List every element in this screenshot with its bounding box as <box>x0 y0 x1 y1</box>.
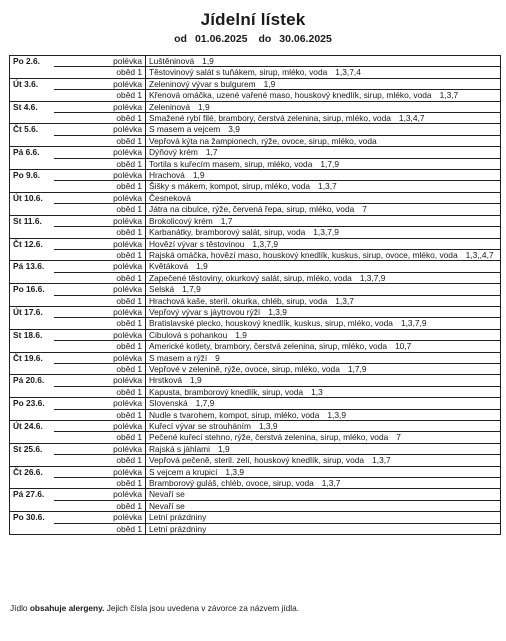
allergen-codes: 1,3,,4,7 <box>465 249 494 260</box>
allergen-codes: 1,3,7 <box>372 455 391 466</box>
dish-name: Hrachová kaše, steril. okurka, chléb, sirup, voda <box>149 295 328 306</box>
meal-type: oběd 1 <box>54 181 146 192</box>
dish-cell <box>146 249 501 260</box>
allergen-codes: 10,7 <box>395 341 412 352</box>
period-to: 30.06.2025 <box>279 33 332 45</box>
meal-type: polévka <box>54 56 146 67</box>
dish-name: Nevaří se <box>149 489 185 500</box>
menu-row-soup <box>10 238 501 249</box>
allergen-codes: 1,7 <box>205 147 218 158</box>
dish-name: Kuřecí vývar se strouháním <box>149 421 251 431</box>
dish-name: S masem a vejcem <box>149 124 221 135</box>
allergen-codes: 7 <box>396 432 401 443</box>
dish-cell <box>146 181 501 192</box>
menu-row-soup <box>10 512 501 523</box>
menu-row-soup <box>10 398 501 409</box>
menu-row-soup <box>10 261 501 272</box>
dish-name: Vepřová kýta na žampionech, rýže, ovoce, sirup, mléko, voda <box>149 135 377 146</box>
allergen-codes: 1,9 <box>235 329 247 340</box>
menu-row-soup <box>10 306 501 317</box>
dish-cell <box>146 272 501 283</box>
dish-cell <box>146 78 501 89</box>
meal-type: oběd 1 <box>54 523 146 534</box>
day-label: Pá 13.6. <box>10 261 55 284</box>
allergen-codes: 1,7,9 <box>195 398 215 409</box>
dish-name: Bratislavské plecko, houskový knedlík, kuskus, sirup, mléko, voda <box>149 318 393 329</box>
dish-name: Cibulová s pohankou <box>149 329 228 340</box>
allergen-codes: 1,7,9 <box>320 158 340 169</box>
dish-name: Česneková <box>149 192 191 203</box>
day-label: Pá 20.6. <box>10 375 55 398</box>
dish-name: Selská <box>149 284 175 295</box>
menu-row-lunch <box>10 409 501 420</box>
dish-cell <box>146 227 501 238</box>
period-to-label: do <box>258 33 272 45</box>
meal-type: polévka <box>54 306 146 317</box>
meal-type: polévka <box>54 192 146 203</box>
dish-cell <box>146 124 501 135</box>
meal-type: polévka <box>54 284 146 295</box>
dish-name: Játra na cibulce, rýže, červená řepa, sirup, mléko, voda <box>149 204 355 215</box>
period-from: 01.06.2025 <box>194 33 248 45</box>
menu-table-body <box>10 56 501 535</box>
menu-row-soup <box>10 170 501 181</box>
day-label: Pá 27.6. <box>10 489 55 512</box>
allergen-codes: 3,9 <box>228 124 240 135</box>
meal-type: polévka <box>54 352 146 363</box>
menu-row-lunch <box>10 181 501 192</box>
day-label: Čt 12.6. <box>10 238 55 261</box>
meal-type: oběd 1 <box>54 432 146 443</box>
dish-cell <box>146 386 501 397</box>
menu-row-soup <box>10 124 501 135</box>
meal-type: oběd 1 <box>54 341 146 352</box>
meal-type: oběd 1 <box>54 90 146 101</box>
menu-row-soup <box>10 489 501 500</box>
dish-cell <box>146 318 501 329</box>
allergen-codes: 1,9 <box>196 261 208 272</box>
dish-cell <box>146 363 501 374</box>
allergen-codes: 1,3,7,9 <box>400 318 427 329</box>
allergen-note-prefix: Jídlo <box>10 603 28 613</box>
menu-row-lunch <box>10 67 501 78</box>
allergen-codes: 1,3,4,7 <box>398 113 425 124</box>
dish-cell <box>146 455 501 466</box>
dish-cell <box>146 375 501 386</box>
dish-name: Rajská s jáhlami <box>149 443 210 454</box>
dish-name: Vepřové v zelenině, rýže, ovoce, sirup, mléko, voda <box>149 363 340 374</box>
allergen-codes: 1,3,7 <box>439 90 459 101</box>
allergen-codes: 1,3,7 <box>321 478 341 489</box>
meal-type: oběd 1 <box>54 113 146 124</box>
dish-cell <box>146 261 501 272</box>
meal-type: polévka <box>54 466 146 477</box>
dish-cell <box>146 352 501 363</box>
menu-table <box>9 55 501 535</box>
dish-name: Americké kotlety, brambory, čerstvá zelenina, sirup, mléko, voda <box>149 341 388 352</box>
allergen-codes: 7 <box>362 204 367 215</box>
menu-row-lunch <box>10 227 501 238</box>
allergen-codes: 1,9 <box>197 101 210 112</box>
dish-name: Kapusta, bramborový knedlík, sirup, voda <box>149 386 304 397</box>
menu-row-soup <box>10 352 501 363</box>
allergen-codes: 1,9 <box>192 170 205 181</box>
meal-type: oběd 1 <box>54 135 146 146</box>
menu-row-lunch <box>10 341 501 352</box>
dish-name: Tortila s kuřecím masem, sirup, mléko, voda <box>149 158 313 169</box>
meal-type: oběd 1 <box>54 409 146 420</box>
page-title: Jídelní lístek <box>200 10 306 29</box>
menu-row-soup <box>10 443 501 454</box>
dish-name: Zeleninová <box>149 101 190 112</box>
dish-cell <box>146 90 501 101</box>
menu-row-lunch <box>10 158 501 169</box>
day-label: Út 3.6. <box>10 78 55 101</box>
meal-type: polévka <box>54 215 146 226</box>
menu-row-soup <box>10 147 501 158</box>
dish-cell <box>146 158 501 169</box>
meal-type: oběd 1 <box>54 249 146 260</box>
day-label: St 25.6. <box>10 443 55 466</box>
day-label: Čt 26.6. <box>10 466 55 489</box>
menu-row-lunch <box>10 295 501 306</box>
allergen-note-bold: obsahuje alergeny. <box>29 603 105 613</box>
meal-type: polévka <box>54 512 146 523</box>
dish-cell <box>146 398 501 409</box>
allergen-codes: 1,9 <box>190 375 202 386</box>
meal-type: polévka <box>54 238 146 249</box>
meal-type: polévka <box>54 101 146 112</box>
dish-name: Nudle s tvarohem, kompot, sirup, mléko, voda <box>149 409 320 420</box>
dish-cell <box>146 432 501 443</box>
allergen-codes: 1,9 <box>202 56 214 66</box>
menu-row-lunch <box>10 455 501 466</box>
dish-cell <box>146 421 501 432</box>
dish-cell <box>146 466 501 477</box>
dish-name: Hovězí vývar s těstovinou <box>149 238 245 249</box>
dish-cell <box>146 147 501 158</box>
day-label: Čt 5.6. <box>10 124 55 147</box>
date-range <box>0 33 506 45</box>
dish-name: Hrachová <box>149 170 185 181</box>
dish-cell <box>146 56 501 67</box>
menu-row-soup <box>10 466 501 477</box>
dish-cell <box>146 238 501 249</box>
allergen-codes: 1,3,7,9 <box>359 272 386 283</box>
dish-name: Bramborový guláš, chléb, ovoce, sirup, voda <box>149 478 314 489</box>
allergen-codes: 1,3,9 <box>268 306 287 317</box>
dish-cell <box>146 135 501 146</box>
dish-name: Letní prázdniny <box>149 512 207 523</box>
dish-name: Smažené rybí filé, brambory, čerstvá zelenina, sirup, mléko, voda <box>149 113 391 124</box>
dish-name: Pečené kuřecí stehno, rýže, čerstvá zelenina, sirup, mléko, voda <box>149 432 389 443</box>
menu-row-soup <box>10 375 501 386</box>
menu-row-lunch <box>10 135 501 146</box>
dish-cell <box>146 170 501 181</box>
menu-row-soup <box>10 284 501 295</box>
day-label: Po 30.6. <box>10 512 55 535</box>
allergen-codes: 1,7,9 <box>182 284 201 295</box>
allergen-codes: 1,3,9 <box>258 421 278 431</box>
menu-row-soup <box>10 56 501 67</box>
dish-cell <box>146 192 501 203</box>
allergen-codes: 1,3,7 <box>335 295 354 306</box>
dish-name: Zapečené těstoviny, okurkový salát, sirup, mléko, voda <box>149 272 352 283</box>
dish-cell <box>146 101 501 112</box>
allergen-codes: 1,9 <box>263 78 276 89</box>
menu-row-soup <box>10 192 501 203</box>
menu-row-lunch <box>10 272 501 283</box>
meal-type: oběd 1 <box>54 67 146 78</box>
day-label: Čt 19.6. <box>10 352 55 375</box>
dish-cell <box>146 478 501 489</box>
day-label: St 18.6. <box>10 329 55 352</box>
day-label: Pá 6.6. <box>10 147 55 170</box>
meal-type: polévka <box>54 489 146 500</box>
allergen-note-suffix: Jejich čísla jsou uvedena v závorce za názvem jídla. <box>106 603 300 613</box>
day-label: Út 17.6. <box>10 306 55 329</box>
menu-row-lunch <box>10 113 501 124</box>
dish-name: Šišky s mákem, kompot, sirup, mléko, voda <box>149 181 311 192</box>
menu-row-soup <box>10 215 501 226</box>
menu-row-lunch <box>10 386 501 397</box>
dish-name: Zeleninový vývar s bulgurem <box>149 78 256 89</box>
dish-name: Vepřový vývar s jáytrovou rýží <box>149 306 261 317</box>
dish-cell <box>146 500 501 511</box>
dish-cell <box>146 295 501 306</box>
meal-type: polévka <box>54 78 146 89</box>
day-label: Po 9.6. <box>10 170 55 193</box>
dish-name: Slovenská <box>149 398 188 409</box>
meal-type: oběd 1 <box>54 158 146 169</box>
dish-name: S masem a rýží <box>149 352 208 363</box>
dish-name: Dýňový krém <box>149 147 198 158</box>
menu-row-lunch <box>10 204 501 215</box>
meal-type: oběd 1 <box>54 295 146 306</box>
meal-type: polévka <box>54 398 146 409</box>
menu-row-lunch <box>10 90 501 101</box>
meal-type: oběd 1 <box>54 455 146 466</box>
dish-name: Luštěninová <box>149 56 195 66</box>
dish-cell <box>146 113 501 124</box>
dish-cell <box>146 306 501 317</box>
allergen-codes: 9 <box>215 352 220 363</box>
dish-name: Brokolicový krém <box>149 215 213 226</box>
meal-type: polévka <box>54 421 146 432</box>
dish-cell <box>146 489 501 500</box>
dish-cell <box>146 329 501 340</box>
dish-cell <box>146 204 501 215</box>
meal-type: oběd 1 <box>54 227 146 238</box>
meal-type: oběd 1 <box>54 386 146 397</box>
allergen-codes: 1,7,9 <box>347 363 367 374</box>
allergen-note <box>10 603 299 613</box>
allergen-codes: 1,3 <box>311 386 323 397</box>
day-label: St 11.6. <box>10 215 55 238</box>
menu-row-lunch <box>10 500 501 511</box>
dish-cell <box>146 523 501 534</box>
day-label: Út 24.6. <box>10 421 55 444</box>
meal-type: oběd 1 <box>54 478 146 489</box>
meal-type: polévka <box>54 329 146 340</box>
menu-row-soup <box>10 78 501 89</box>
period-from-label: od <box>174 33 187 45</box>
menu-row-lunch <box>10 363 501 374</box>
dish-name: S vejcem a krupicí <box>149 466 218 477</box>
allergen-codes: 1,9 <box>217 443 230 454</box>
dish-name: Rajská omáčka, hovězí maso, houskový knedlík, kuskus, sirup, ovoce, mléko, voda <box>149 249 458 260</box>
menu-row-lunch <box>10 432 501 443</box>
day-label: Út 10.6. <box>10 192 55 215</box>
day-label: St 4.6. <box>10 101 55 124</box>
meal-type: oběd 1 <box>54 272 146 283</box>
dish-cell <box>146 284 501 295</box>
dish-cell <box>146 443 501 454</box>
menu-row-soup <box>10 421 501 432</box>
meal-type: polévka <box>54 124 146 135</box>
menu-row-lunch <box>10 318 501 329</box>
meal-type: polévka <box>54 170 146 181</box>
dish-name: Hrstková <box>149 375 183 386</box>
dish-cell <box>146 67 501 78</box>
dish-cell <box>146 409 501 420</box>
menu-row-soup <box>10 329 501 340</box>
allergen-codes: 1,3,9 <box>225 466 245 477</box>
allergen-codes: 1,7 <box>220 215 233 226</box>
dish-name: Květáková <box>149 261 189 272</box>
dish-cell <box>146 341 501 352</box>
menu-row-lunch <box>10 249 501 260</box>
menu-row-lunch <box>10 523 501 534</box>
allergen-codes: 1,3,7,9 <box>252 238 279 249</box>
day-label: Po 2.6. <box>10 56 55 79</box>
allergen-codes: 1,3,7 <box>318 181 337 192</box>
allergen-codes: 1,3,7,4 <box>335 67 361 78</box>
dish-name: Křenová omáčka, uzené vařené maso, houskový knedlík, sirup, mléko, voda <box>149 90 432 101</box>
menu-row-lunch <box>10 478 501 489</box>
dish-name: Těstovinový salát s tuňákem, sirup, mléko, voda <box>149 67 328 78</box>
meal-type: polévka <box>54 261 146 272</box>
dish-cell <box>146 512 501 523</box>
allergen-codes: 1,3,9 <box>327 409 347 420</box>
meal-type: oběd 1 <box>54 363 146 374</box>
meal-type: polévka <box>54 147 146 158</box>
meal-type: oběd 1 <box>54 318 146 329</box>
day-label: Po 23.6. <box>10 398 55 421</box>
day-label: Po 16.6. <box>10 284 55 307</box>
dish-name: Nevaří se <box>149 500 185 511</box>
allergen-codes: 1,3,7,9 <box>313 227 339 238</box>
meal-type: polévka <box>54 375 146 386</box>
meal-type: oběd 1 <box>54 204 146 215</box>
meal-type: polévka <box>54 443 146 454</box>
dish-name: Karbanátky, bramborový salát, sirup, voda <box>149 227 306 238</box>
dish-cell <box>146 215 501 226</box>
dish-name: Vepřová pečeně, steril. zelí, houskový knedlík, sirup, voda <box>149 455 365 466</box>
meal-type: oběd 1 <box>54 500 146 511</box>
dish-name: Letní prázdniny <box>149 523 207 534</box>
menu-row-soup <box>10 101 501 112</box>
